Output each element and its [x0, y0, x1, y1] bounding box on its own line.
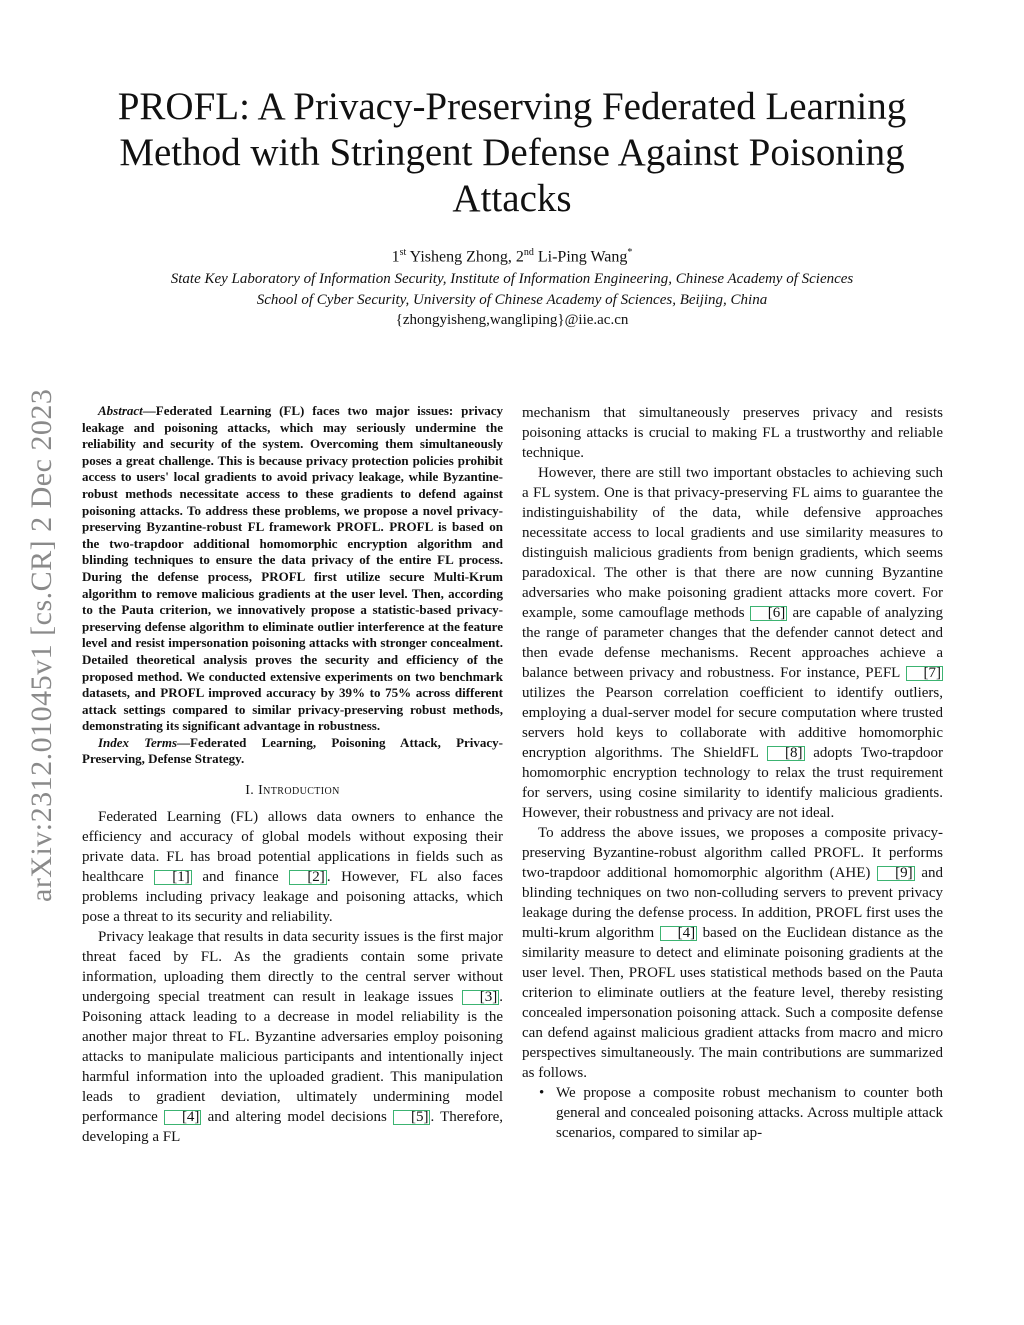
author-1-name: Yisheng Zhong, — [409, 248, 512, 266]
intro-paragraph-4: However, there are still two important obstacles to achieving such a FL system. One is that privacy-preserving FL aims to guarantee the indistinguishability of the data, while defensive approaches necessitate access to local gradients and use similarity measures to distinguish malicious gradients from benign gradients, which seems paradoxical. The other is that there are now cunning Byzantine adversaries who make poisoning gradient attacks more covert. For example, some camouflage methods [6] are capable of analyzing the range of parameter changes that the defender cannot detect and then evade defense mechanisms. Recent approaches achieve a balance between privacy and robustness. For instance, PEFL [7] utilizes the Pearson correlation coefficient to identify outliers, employing a dual-server model for secure computation where trusted servers hold keys to collaborate with additive homomorphic encryption algorithms. The ShieldFL [8] adopts Two-trapdoor homomorphic encryption technology to relax the trust requirement for servers, using cosine similarity to identify malicious gradients. However, their robustness and privacy are not ideal. — [522, 465, 943, 821]
intro-paragraph-5: To address the above issues, we proposes a composite privacy-preserving Byzantine-robust algorithm called PROFL. It performs two-trapdoor additional homomorphic algorithm (AHE) [9] and blinding techniques on two non-colluding servers to prevent privacy leakage during the defense process. In addition, PROFL first uses the multi-krum algorithm [4] based on the Euclidean distance as the similarity measure to detect and eliminate poisoning gradients at the user level. Then, PROFL uses statistical methods based on the Pauta criterion to eliminate outliers at the feature level, thereby resisting concealed impersonation poisoning attack. Such a composite defense can defend against malicious gradient attacks from macro and micro perspectives simultaneously. The main contributions are summarized as follows. — [522, 825, 943, 1081]
author-line — [80, 247, 944, 266]
author-1-ordinal: st — [399, 247, 407, 258]
bullet-icon: • — [539, 1085, 545, 1101]
left-column — [82, 403, 503, 1147]
affiliation-2: School of Cyber Security, University of Chinese Academy of Sciences, Beijing, China — [256, 292, 768, 308]
intro-paragraph-1: Federated Learning (FL) allows data owners to enhance the efficiency and accuracy of global models without exposing their private data. FL has broad potential applications in fields such as healthcare [1] and finance [2] . However, FL also faces problems including privacy leakage and poisoning attacks, which pose a threat to its security and reliability. — [82, 809, 503, 926]
author-2-name: Li-Ping Wang — [537, 248, 628, 266]
citation-link[interactable]: [3] — [462, 990, 500, 1005]
author-2-number: 2 — [515, 248, 524, 266]
index-terms — [82, 735, 503, 768]
citation-link[interactable]: [2] — [289, 870, 327, 885]
citation-link[interactable]: [4] — [164, 1110, 202, 1125]
intro-paragraph-2: Privacy leakage that results in data security issues is the first major threat faced by FL. As the gradients contain some private information, uploading them directly to the central server without undergoing special treatment can result in leakage issues [3] . Poisoning attack leading to a decrease in model reliability is the another major threat to FL. Byzantine adversaries employ poisoning attacks to manipulate malicious participants and intentionally inject harmful information into the uploaded gradient. This manipulation leads to gradient deviation, ultimately undermining model performance [4] and altering model decisions [5] . Therefore, developing a FL — [82, 929, 503, 1146]
corresponding-author-mark: * — [627, 247, 633, 258]
section-heading-introduction: I. Introduction — [245, 783, 340, 799]
citation-link[interactable]: [4] — [660, 926, 698, 941]
list-item: • We propose a composite robust mechanism to counter both general and concealed poisoning attacks. Across multiple attack scenarios, compared to similar ap- — [539, 1085, 943, 1141]
abstract-text: —Federated Learning (FL) faces two major issues: privacy leakage and poisoning attacks, which may seriously undermine the reliability and security of the system. Overcoming them simultaneously poses a great challenge. This is because privacy protection policies prohibit access to users' local gradients to avoid privacy leakage, while Byzantine-robust methods necessitate access to these gradients to defend against poisoning attacks. To address these problems, we propose a novel privacy-preserving Byzantine-robust FL framework PROFL. PROFL is based on the two-trapdoor additional homomorphic encryption algorithm and blinding techniques to ensure the data privacy of the entire FL process. During the defense process, PROFL first utilize secure Multi-Krum algorithm to remove malicious gradients at the user level. Then, according to the Pauta criterion, we innovatively propose a statistic-based privacy-preserving defense algorithm to eliminate outlier interference at the feature level and resist impersonation poisoning attacks with stronger concealment. Detailed theoretical analysis proves the security and efficiency of the proposed method. We conducted extensive experiments on two benchmark datasets, and PROFL improved accuracy by 39% to 75% across different attack settings compared to similar privacy-preserving robust methods, demonstrating its significant advantage in robustness. — [82, 403, 503, 734]
intro-paragraph-3: mechanism that simultaneously preserves privacy and resists poisoning attacks is crucial to making FL a trustworthy and reliable technique. — [522, 405, 943, 461]
author-1-number: 1 — [391, 248, 400, 266]
arxiv-identifier: arXiv:2312.01045v1 [cs.CR] 2 Dec 2023 — [25, 388, 58, 902]
citation-link[interactable]: [5] — [393, 1110, 431, 1125]
citation-link[interactable]: [8] — [767, 746, 805, 761]
abstract — [82, 403, 503, 735]
citation-link[interactable]: [7] — [906, 666, 944, 681]
citation-link[interactable]: [6] — [750, 606, 788, 621]
author-email: {zhongyisheng,wangliping}@iie.ac.cn — [395, 312, 629, 328]
paper-title: PROFL: A Privacy-Preserving Federated Learning Method with Stringent Defense Against Poisoning Attacks — [117, 85, 907, 220]
author-2-ordinal: nd — [523, 247, 534, 258]
citation-link[interactable]: [9] — [877, 866, 915, 881]
abstract-label: Abstract — [98, 403, 143, 418]
index-terms-label: Index Terms — [98, 734, 178, 750]
right-column — [522, 403, 943, 1143]
citation-link[interactable]: [1] — [154, 870, 192, 885]
contributions-list — [522, 1083, 943, 1143]
affiliation-1: State Key Laboratory of Information Security, Institute of Information Engineering, Chinese Academy of Sciences — [170, 271, 854, 287]
index-terms-text: —Federated Learning, Poisoning Attack, Privacy-Preserving, Defense Strategy. — [82, 734, 503, 767]
